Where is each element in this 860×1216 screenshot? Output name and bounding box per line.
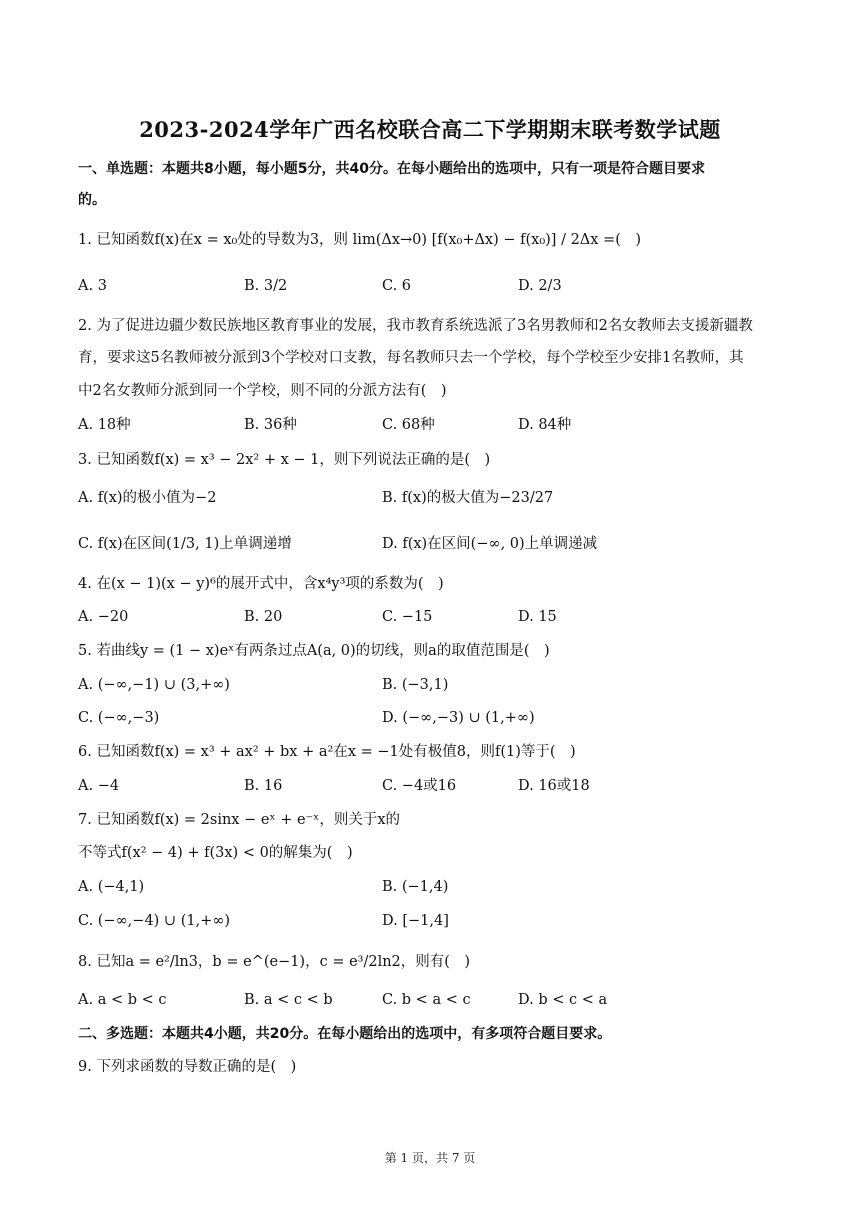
question-2-option-b: B. 36种	[244, 417, 297, 433]
question-5-stem: 5. 若曲线y = (1 − x)eˣ有两条过点A(a, 0)的切线，则a的取值范围是( )	[78, 643, 550, 659]
question-2-stem-line-2: 育，要求这5名教师被分派到3个学校对口支教，每名教师只去一个学校，每个学校至少安排1名教师，其	[78, 350, 744, 366]
question-2-stem-line-3: 中2名女教师分派到同一个学校，则不同的分派方法有( )	[78, 383, 447, 399]
question-5-option-c: C. (−∞,−3)	[78, 710, 160, 726]
question-6-option-d: D. 16或18	[518, 778, 590, 794]
question-8-option-b: B. a < c < b	[244, 992, 333, 1008]
question-6-option-c: C. −4或16	[382, 778, 457, 794]
question-6-option-b: B. 16	[244, 778, 283, 794]
question-5-option-b: B. (−3,1)	[382, 677, 449, 693]
question-1-option-d: D. 2/3	[518, 278, 562, 294]
question-1-stem: 1. 已知函数f(x)在x = x₀处的导数为3，则 lim(Δx→0) [f(x₀+Δx) − f(x₀)] / 2Δx =( )	[78, 232, 642, 248]
question-4-option-a: A. −20	[78, 609, 129, 625]
question-2-option-d: D. 84种	[518, 417, 572, 433]
question-8-stem: 8. 已知a = e²/ln3，b = e^(e−1)，c = e³/2ln2，则有( )	[78, 954, 471, 970]
question-7-option-b: B. (−1,4)	[382, 879, 449, 895]
section-heading-single-choice-cont: 的。	[78, 192, 106, 208]
question-4-option-b: B. 20	[244, 609, 283, 625]
question-3-option-c: C. f(x)在区间(1/3, 1)上单调递增	[78, 536, 292, 552]
exam-title: 2023-2024学年广西名校联合高二下学期期末联考数学试题	[139, 117, 721, 142]
question-4-option-c: C. −15	[382, 609, 433, 625]
question-3-option-b: B. f(x)的极大值为−23/27	[382, 490, 554, 506]
question-7-stem: 7. 已知函数f(x) = 2sinx − eˣ + e⁻ˣ，则关于x的	[78, 812, 401, 828]
question-7-option-d: D. [−1,4]	[382, 913, 449, 929]
question-2-stem: 2. 为了促进边疆少数民族地区教育事业的发展，我市教育系统选派了3名男教师和2名女教师去支援新疆教	[78, 318, 753, 334]
question-7-option-c: C. (−∞,−4) ∪ (1,+∞)	[78, 913, 231, 929]
question-3-option-d: D. f(x)在区间(−∞, 0)上单调递减	[382, 536, 598, 552]
question-9-stem: 9. 下列求函数的导数正确的是( )	[78, 1059, 297, 1075]
question-6-stem: 6. 已知函数f(x) = x³ + ax² + bx + a²在x = −1处有极值8，则f(1)等于( )	[78, 744, 576, 760]
question-1-option-c: C. 6	[382, 278, 412, 294]
question-1-option-b: B. 3/2	[244, 278, 288, 294]
question-5-option-d: D. (−∞,−3) ∪ (1,+∞)	[382, 710, 535, 726]
question-6-option-a: A. −4	[78, 778, 120, 794]
question-5-option-a: A. (−∞,−1) ∪ (3,+∞)	[78, 677, 230, 693]
section-heading-single-choice: 一、单选题：本题共8小题，每小题5分，共40分。在每小题给出的选项中，只有一项是符合题目要求	[78, 161, 705, 177]
question-8-option-c: C. b < a < c	[382, 992, 471, 1008]
question-3-option-a: A. f(x)的极小值为−2	[78, 490, 217, 506]
page-footer: 第 1 页，共 7 页	[384, 1151, 476, 1165]
question-4-stem: 4. 在(x − 1)(x − y)⁶的展开式中，含x⁴y³项的系数为( )	[78, 576, 444, 592]
question-2-option-a: A. 18种	[78, 417, 131, 433]
question-8-option-a: A. a < b < c	[78, 992, 167, 1008]
question-2-option-c: C. 68种	[382, 417, 435, 433]
question-7-option-a: A. (−4,1)	[78, 879, 145, 895]
question-3-stem: 3. 已知函数f(x) = x³ − 2x² + x − 1，则下列说法正确的是( )	[78, 452, 491, 468]
section-heading-multi-choice: 二、多选题：本题共4小题，共20分。在每小题给出的选项中，有多项符合题目要求。	[78, 1026, 612, 1042]
question-4-option-d: D. 15	[518, 609, 557, 625]
question-7-stem-line-2: 不等式f(x² − 4) + f(3x) < 0的解集为( )	[78, 845, 353, 861]
question-8-option-d: D. b < c < a	[518, 992, 608, 1008]
question-1-option-a: A. 3	[78, 278, 107, 294]
